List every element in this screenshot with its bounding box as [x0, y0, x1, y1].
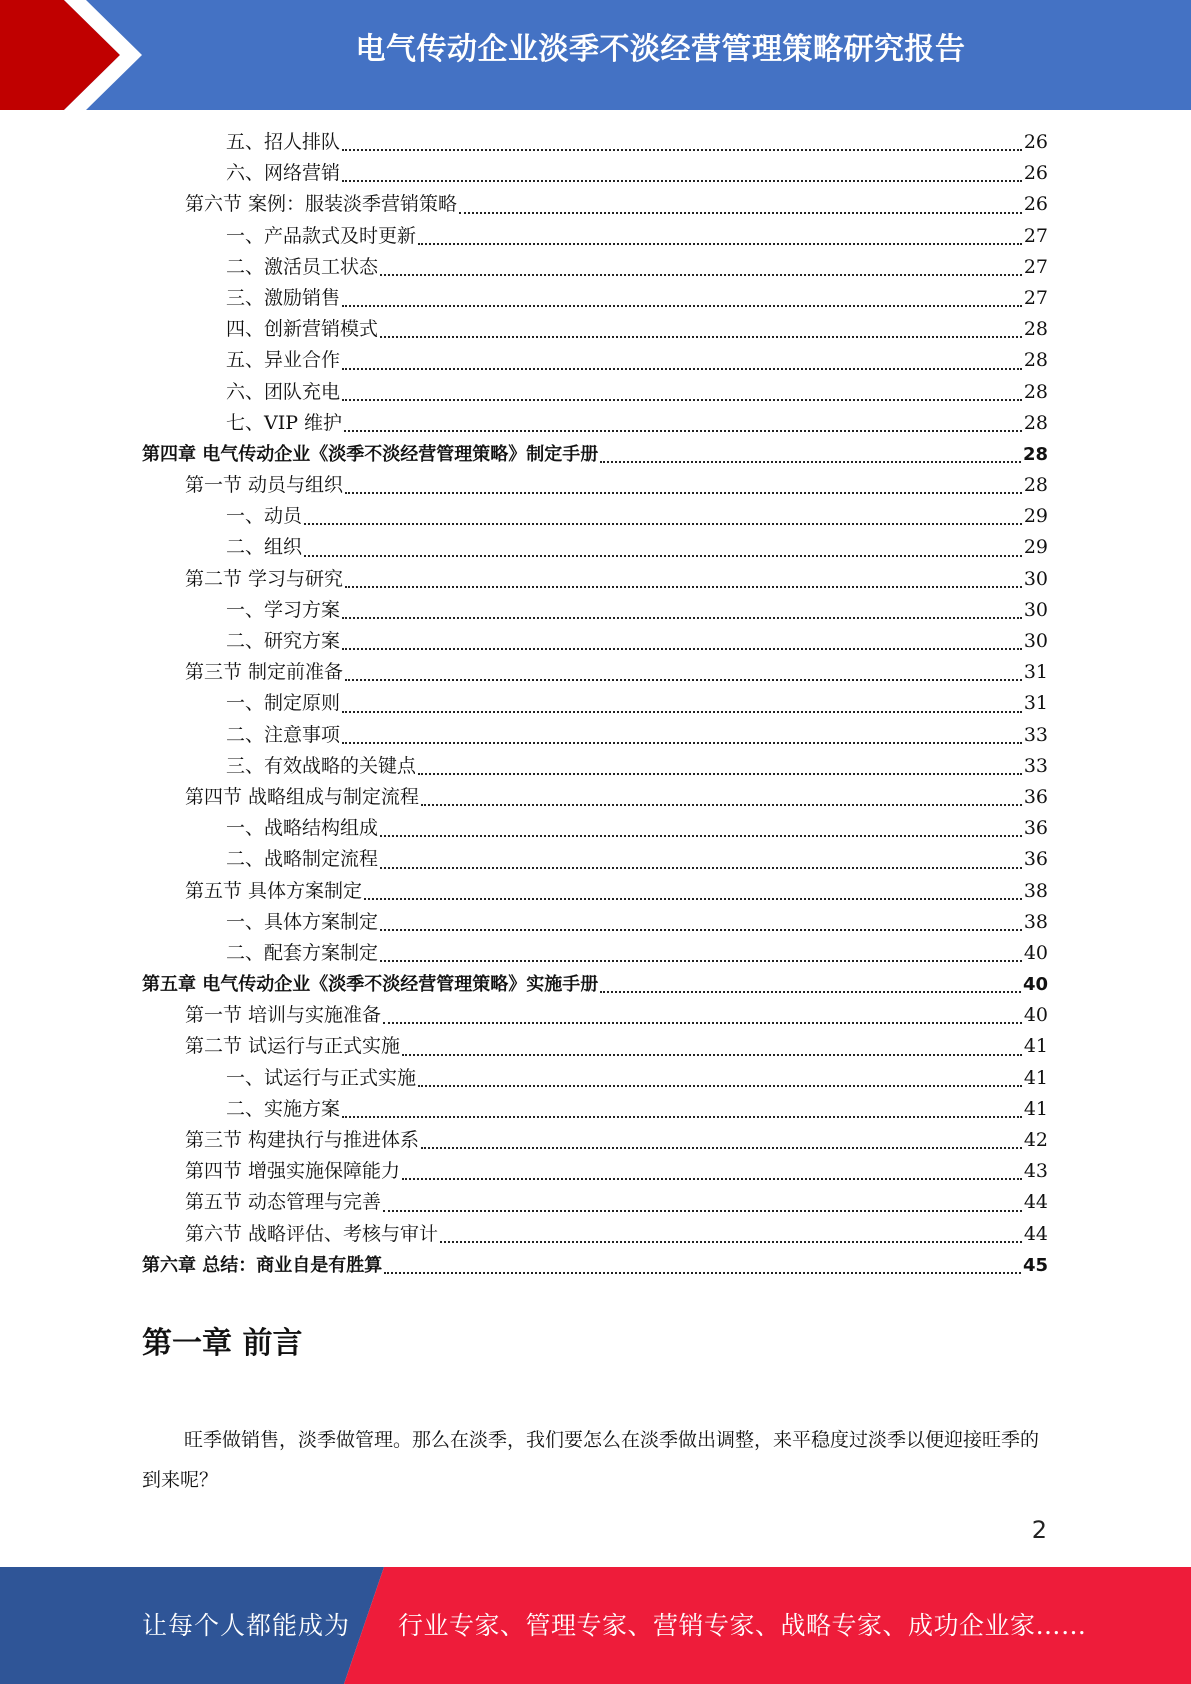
toc-entry[interactable] — [142, 1094, 1048, 1125]
toc-entry[interactable] — [142, 470, 1048, 501]
toc-entry-page: 27 — [1023, 255, 1048, 278]
toc-entry-page: 44 — [1023, 1191, 1048, 1214]
footer-slogan-left: 让每个人都能成为 — [142, 1611, 351, 1640]
toc-entry-title: 二、组织 — [226, 536, 303, 559]
toc-dot-leader — [402, 1177, 1022, 1180]
toc-dot-leader — [380, 834, 1022, 837]
toc-entry-page: 29 — [1023, 536, 1048, 559]
toc-entry-page: 40 — [1023, 1004, 1048, 1027]
toc-entry[interactable] — [142, 813, 1048, 844]
toc-entry-page: 28 — [1023, 474, 1048, 497]
toc-entry-title: 二、注意事项 — [226, 723, 341, 746]
page-header — [0, 0, 1191, 110]
toc-entry-title: 第六章 总结：商业自是有胜算 — [142, 1254, 383, 1276]
toc-dot-leader — [345, 491, 1022, 494]
page-number: 2 — [1031, 1516, 1047, 1544]
toc-entry[interactable] — [142, 907, 1048, 938]
toc-entry-page: 44 — [1023, 1222, 1048, 1245]
toc-entry-title: 三、激励销售 — [226, 286, 341, 309]
toc-entry[interactable] — [142, 408, 1048, 439]
toc-entry[interactable] — [142, 1031, 1048, 1062]
toc-entry[interactable] — [142, 876, 1048, 907]
toc-entry-page: 38 — [1023, 879, 1048, 902]
document-title: 电气传动企业淡季不淡经营管理策略研究报告 — [355, 32, 966, 67]
toc-entry-page: 41 — [1023, 1066, 1048, 1089]
toc-entry-title: 二、实施方案 — [226, 1097, 341, 1120]
toc-entry-page: 27 — [1023, 286, 1048, 309]
toc-entry-title: 一、战略结构组成 — [226, 817, 379, 840]
toc-entry-page: 43 — [1023, 1160, 1048, 1183]
toc-entry[interactable] — [142, 844, 1048, 875]
toc-dot-leader — [304, 554, 1022, 557]
toc-entry[interactable] — [142, 782, 1048, 813]
toc-dot-leader — [342, 304, 1022, 307]
toc-entry-page: 27 — [1023, 224, 1048, 247]
toc-entry-page: 26 — [1023, 193, 1048, 216]
toc-entry-page: 28 — [1023, 380, 1048, 403]
footer-slogan-right: 行业专家、管理专家、营销专家、战略专家、成功企业家…… — [398, 1611, 1087, 1640]
toc-dot-leader — [344, 429, 1022, 432]
toc-entry-page: 28 — [1023, 318, 1048, 341]
toc-entry[interactable] — [142, 1000, 1048, 1031]
toc-entry-page: 28 — [1023, 411, 1048, 434]
toc-entry-title: 第二节 试运行与正式实施 — [185, 1035, 401, 1058]
toc-entry[interactable] — [142, 969, 1048, 1000]
toc-dot-leader — [342, 647, 1022, 650]
toc-entry-title: 七、VIP 维护 — [226, 411, 343, 434]
toc-entry-title: 一、产品款式及时更新 — [226, 224, 417, 247]
toc-dot-leader — [418, 1084, 1022, 1087]
toc-dot-leader — [364, 897, 1022, 900]
toc-entry-page: 40 — [1022, 974, 1048, 996]
toc-dot-leader — [342, 710, 1022, 713]
toc-entry-title: 一、动员 — [226, 505, 303, 528]
toc-entry[interactable] — [142, 1250, 1048, 1281]
toc-dot-leader — [380, 335, 1022, 338]
toc-dot-leader — [600, 460, 1021, 463]
toc-entry[interactable] — [142, 1125, 1048, 1156]
table-of-contents — [142, 127, 1048, 1281]
toc-entry-title: 一、学习方案 — [226, 598, 341, 621]
toc-entry[interactable] — [142, 657, 1048, 688]
toc-entry-title: 第五节 动态管理与完善 — [185, 1191, 382, 1214]
toc-entry[interactable] — [142, 439, 1048, 470]
toc-entry-page: 28 — [1022, 443, 1048, 465]
toc-dot-leader — [380, 928, 1022, 931]
toc-entry[interactable] — [142, 158, 1048, 189]
toc-dot-leader — [342, 616, 1022, 619]
toc-entry-page: 30 — [1023, 567, 1048, 590]
toc-entry[interactable] — [142, 314, 1048, 345]
toc-entry[interactable] — [142, 221, 1048, 252]
toc-dot-leader — [600, 990, 1021, 993]
toc-entry-title: 第四章 电气传动企业《淡季不淡经营管理策略》制定手册 — [142, 443, 599, 465]
toc-entry-title: 二、战略制定流程 — [226, 848, 379, 871]
toc-dot-leader — [304, 522, 1022, 525]
toc-entry-title: 五、招人排队 — [226, 131, 341, 153]
toc-dot-leader — [342, 398, 1022, 401]
toc-entry[interactable] — [142, 345, 1048, 376]
toc-entry[interactable] — [142, 751, 1048, 782]
toc-entry-title: 二、激活员工状态 — [226, 255, 379, 278]
toc-entry-title: 第五节 具体方案制定 — [185, 879, 363, 902]
toc-dot-leader — [418, 242, 1022, 245]
toc-dot-leader — [383, 1021, 1022, 1024]
toc-entry[interactable] — [142, 1219, 1048, 1250]
toc-entry[interactable] — [142, 532, 1048, 563]
toc-entry-page: 30 — [1023, 630, 1048, 652]
toc-dot-leader — [380, 866, 1022, 869]
toc-dot-leader — [342, 179, 1022, 182]
toc-dot-leader — [342, 367, 1022, 370]
toc-entry-title: 第三节 制定前准备 — [185, 661, 344, 684]
toc-dot-leader — [342, 741, 1022, 744]
toc-entry-title: 第一节 培训与实施准备 — [185, 1004, 382, 1027]
toc-entry[interactable] — [142, 252, 1048, 283]
toc-dot-leader — [418, 772, 1022, 775]
toc-dot-leader — [380, 959, 1022, 962]
toc-entry-title: 第六节 战略评估、考核与审计 — [185, 1222, 439, 1245]
toc-entry-page: 38 — [1023, 910, 1048, 933]
chapter-heading: 第一章 前言 — [142, 1326, 303, 1361]
toc-entry-title: 第五章 电气传动企业《淡季不淡经营管理策略》实施手册 — [142, 974, 599, 996]
toc-entry-title: 五、异业合作 — [226, 349, 341, 372]
toc-entry-page: 33 — [1023, 723, 1048, 746]
toc-dot-leader — [380, 273, 1022, 276]
toc-entry[interactable] — [142, 720, 1048, 751]
toc-entry-title: 第六节 案例：服装淡季营销策略 — [185, 193, 458, 216]
toc-entry[interactable] — [142, 501, 1048, 532]
toc-entry-title: 第三节 构建执行与推进体系 — [185, 1129, 420, 1151]
body-paragraph: 旺季做销售，淡季做管理。那么在淡季，我们要怎么在淡季做出调整，来平稳度过淡季以便迎接旺季的到来呢？ — [142, 1429, 1040, 1491]
toc-entry[interactable] — [142, 938, 1048, 969]
toc-entry[interactable] — [142, 564, 1048, 595]
toc-dot-leader — [342, 1115, 1022, 1118]
toc-entry-title: 三、有效战略的关键点 — [226, 754, 417, 777]
toc-dot-leader — [345, 585, 1022, 588]
toc-entry-page: 36 — [1023, 817, 1048, 840]
toc-entry[interactable] — [142, 626, 1048, 657]
toc-dot-leader — [342, 148, 1022, 151]
toc-entry-page: 36 — [1023, 785, 1048, 808]
toc-entry-title: 一、制定原则 — [226, 692, 341, 715]
page-footer — [0, 1567, 1191, 1684]
toc-entry-page: 26 — [1023, 131, 1048, 153]
toc-entry-page: 26 — [1023, 162, 1048, 185]
toc-dot-leader — [421, 803, 1022, 806]
toc-entry[interactable] — [142, 1156, 1048, 1187]
toc-entry-page: 45 — [1022, 1254, 1048, 1276]
toc-dot-leader — [440, 1240, 1022, 1243]
toc-entry-page: 41 — [1023, 1097, 1048, 1120]
toc-entry-page: 40 — [1023, 941, 1048, 964]
toc-entry-title: 六、团队充电 — [226, 380, 341, 403]
toc-entry-title: 四、创新营销模式 — [226, 318, 379, 341]
toc-entry-page: 41 — [1023, 1035, 1048, 1058]
toc-entry-page: 28 — [1023, 349, 1048, 372]
toc-entry[interactable] — [142, 127, 1048, 158]
toc-dot-leader — [459, 211, 1022, 214]
toc-entry-page: 33 — [1023, 754, 1048, 777]
toc-entry-title: 一、具体方案制定 — [226, 910, 379, 933]
toc-entry[interactable] — [142, 283, 1048, 314]
toc-dot-leader — [402, 1053, 1022, 1056]
toc-entry-title: 六、网络营销 — [226, 162, 341, 185]
toc-entry[interactable] — [142, 595, 1048, 626]
toc-dot-leader — [384, 1271, 1021, 1274]
toc-entry[interactable] — [142, 189, 1048, 220]
toc-entry-title: 第二节 学习与研究 — [185, 567, 344, 590]
toc-dot-leader — [383, 1209, 1022, 1212]
toc-entry-page: 30 — [1023, 598, 1048, 621]
toc-entry-title: 第四节 战略组成与制定流程 — [185, 785, 420, 808]
toc-entry-page: 36 — [1023, 848, 1048, 871]
toc-entry-page: 31 — [1023, 661, 1048, 684]
toc-entry-page: 29 — [1023, 505, 1048, 528]
toc-entry[interactable] — [142, 1187, 1048, 1218]
toc-entry[interactable] — [142, 377, 1048, 408]
toc-entry-page: 31 — [1023, 692, 1048, 715]
toc-dot-leader — [421, 1146, 1022, 1149]
toc-entry-title: 第一节 动员与组织 — [185, 474, 344, 497]
toc-entry-title: 二、研究方案 — [226, 630, 341, 652]
toc-entry[interactable] — [142, 1063, 1048, 1094]
toc-entry[interactable] — [142, 688, 1048, 719]
header-arrow-decoration — [0, 0, 160, 110]
toc-entry-title: 二、配套方案制定 — [226, 941, 379, 964]
toc-entry-page: 42 — [1023, 1129, 1048, 1151]
toc-entry-title: 第四节 增强实施保障能力 — [185, 1160, 401, 1183]
toc-dot-leader — [345, 678, 1022, 681]
toc-entry-title: 一、试运行与正式实施 — [226, 1066, 417, 1089]
